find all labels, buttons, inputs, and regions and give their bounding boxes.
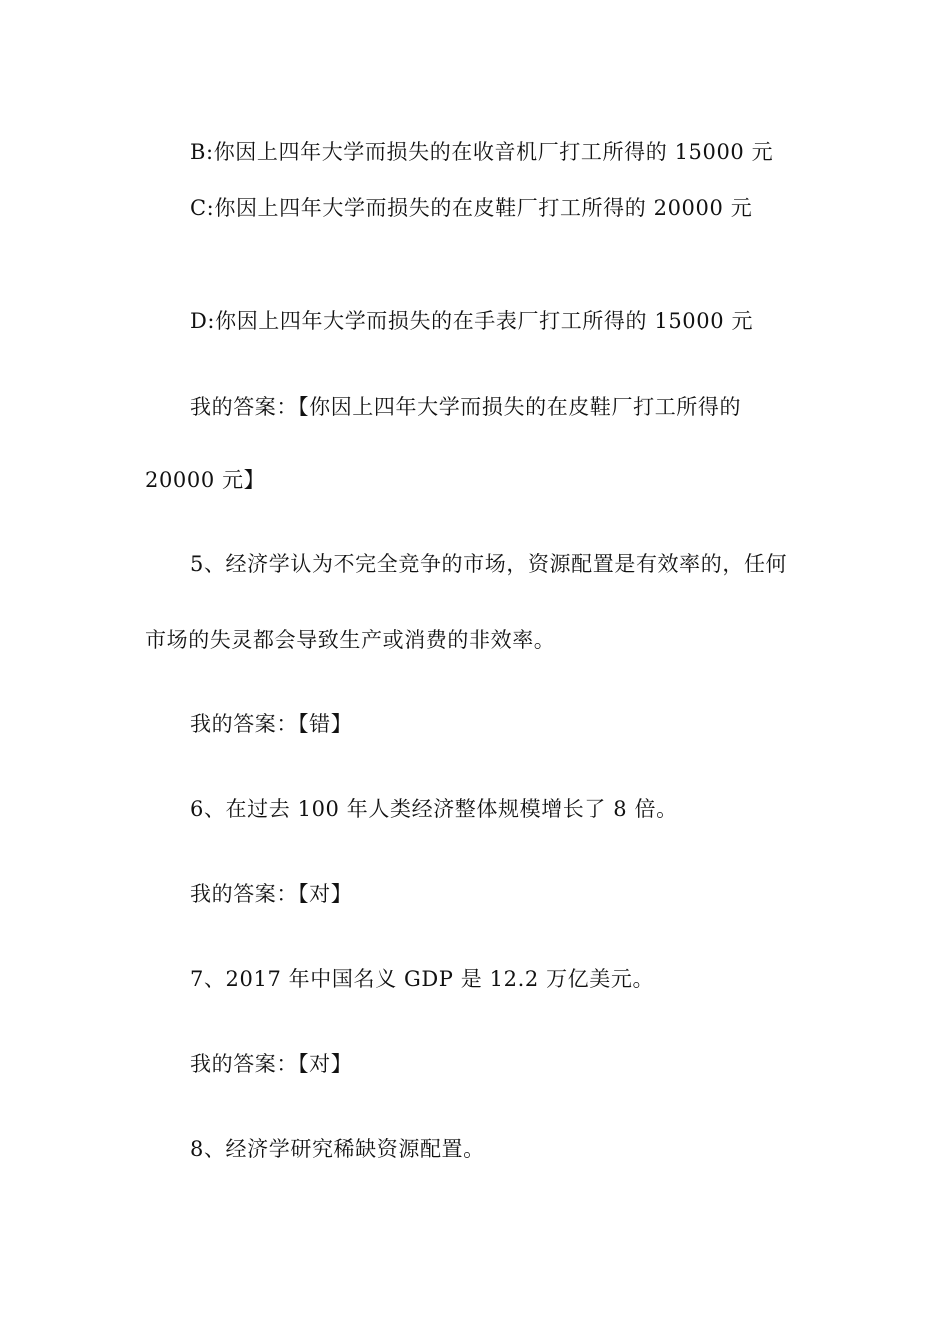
q7-answer: 我的答案：【对】 (190, 1052, 353, 1076)
q4-answer-line-2: 20000 元】 (145, 468, 266, 492)
q4-answer-line-1: 我的答案：【你因上四年大学而损失的在皮鞋厂打工所得的 (190, 395, 742, 419)
q6-question: 6、在过去 100 年人类经济整体规模增长了 8 倍。 (190, 797, 678, 821)
q5-question-line-1: 5、经济学认为不完全竞争的市场，资源配置是有效率的，任何 (190, 552, 788, 576)
q5-question-line-2: 市场的失灵都会导致生产或消费的非效率。 (145, 628, 556, 652)
q5-answer: 我的答案：【错】 (190, 712, 353, 736)
q8-question: 8、经济学研究稀缺资源配置。 (190, 1137, 485, 1161)
q6-answer: 我的答案：【对】 (190, 882, 353, 906)
option-b: B:你因上四年大学而损失的在收音机厂打工所得的 15000 元 (190, 140, 774, 164)
option-d: D:你因上四年大学而损失的在手表厂打工所得的 15000 元 (190, 309, 754, 333)
option-c: C:你因上四年大学而损失的在皮鞋厂打工所得的 20000 元 (190, 196, 753, 220)
q7-question: 7、2017 年中国名义 GDP 是 12.2 万亿美元。 (190, 967, 655, 991)
